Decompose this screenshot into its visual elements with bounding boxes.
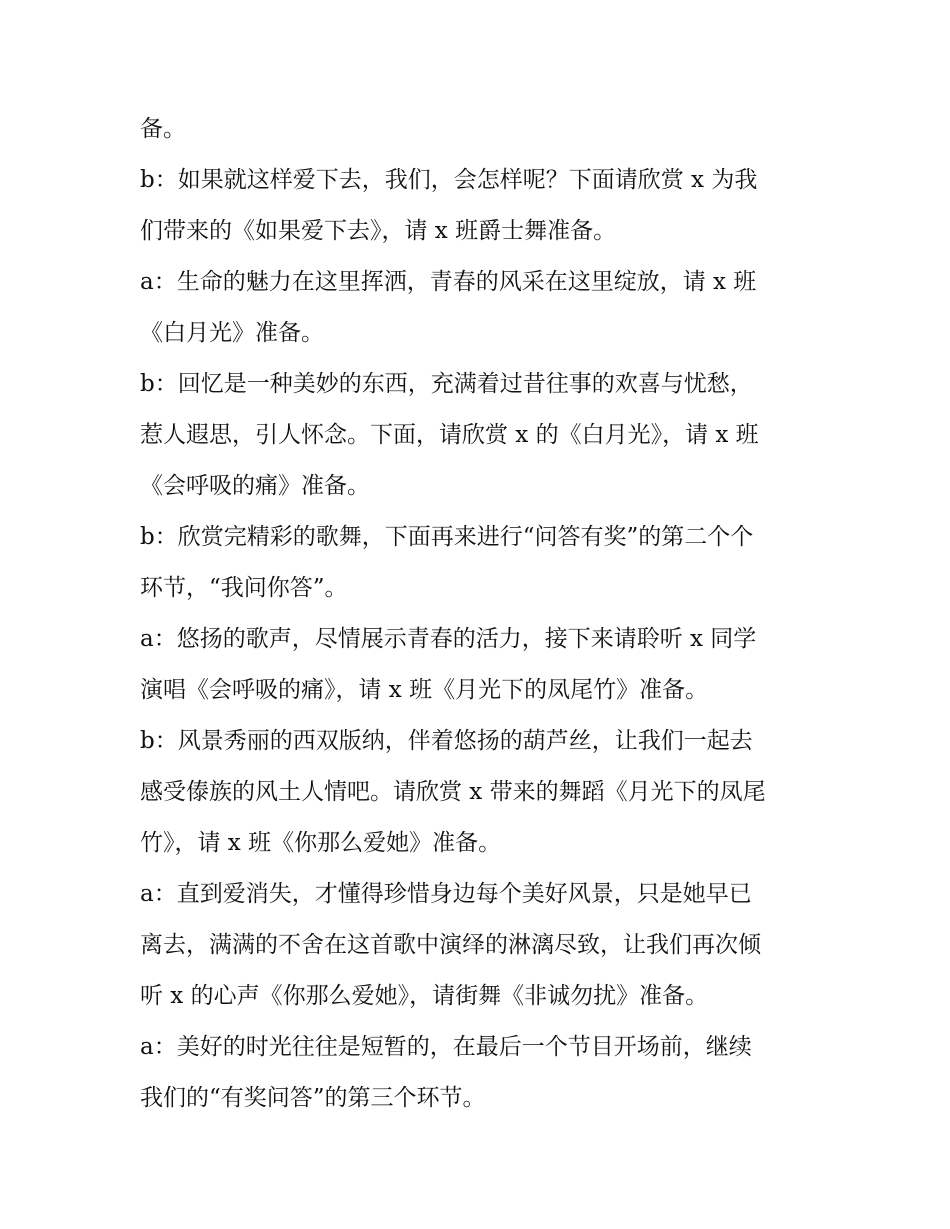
text-line: a：美好的时光往往是短暂的，在最后一个节目开场前，继续 [140,1034,752,1060]
text-line: 感受傣族的风土人情吧。请欣赏 x 带来的舞蹈《月光下的凤尾 [140,779,766,805]
text-line: 惹人遐思，引人怀念。下面，请欣赏 x 的《白月光》，请 x 班 [140,422,759,448]
text-line: a：直到爱消失，才懂得珍惜身边每个美好风景，只是她早已 [140,881,752,907]
text-line: 竹》，请 x 班《你那么爱她》准备。 [140,830,502,856]
text-line: b：欣赏完精彩的歌舞，下面再来进行“问答有奖”的第二个个 [140,524,754,550]
document-body [140,104,820,1124]
text-line: b：回忆是一种美妙的东西，充满着过昔往事的欢喜与忧愁， [140,371,753,397]
text-line: b：如果就这样爱下去，我们，会怎样呢？下面请欣赏 x 为我 [140,167,758,193]
text-line: 听 x 的心声《你那么爱她》，请街舞《非诚勿扰》准备。 [140,983,709,1009]
text-line: 备。 [140,116,186,142]
text-line: b：风景秀丽的西双版纳，伴着悠扬的葫芦丝，让我们一起去 [140,728,753,754]
text-line: 们带来的《如果爱下去》，请 x 班爵士舞准备。 [140,218,617,244]
text-line: a：悠扬的歌声，尽情展示青春的活力，接下来请聆听 x 同学 [140,626,757,652]
text-line: a：生命的魅力在这里挥洒，青春的风采在这里绽放，请 x 班 [140,269,757,295]
text-line: 我们的“有奖问答”的第三个环节。 [140,1085,486,1111]
text-line: 《白月光》准备。 [140,320,324,346]
text-line: 演唱《会呼吸的痛》，请 x 班《月光下的凤尾竹》准备。 [140,677,709,703]
text-line: 离去，满满的不舍在这首歌中演绎的淋漓尽致，让我们再次倾 [140,932,761,958]
text-line: 环节，“我问你答”。 [140,575,348,601]
text-line: 《会呼吸的痛》准备。 [140,473,370,499]
